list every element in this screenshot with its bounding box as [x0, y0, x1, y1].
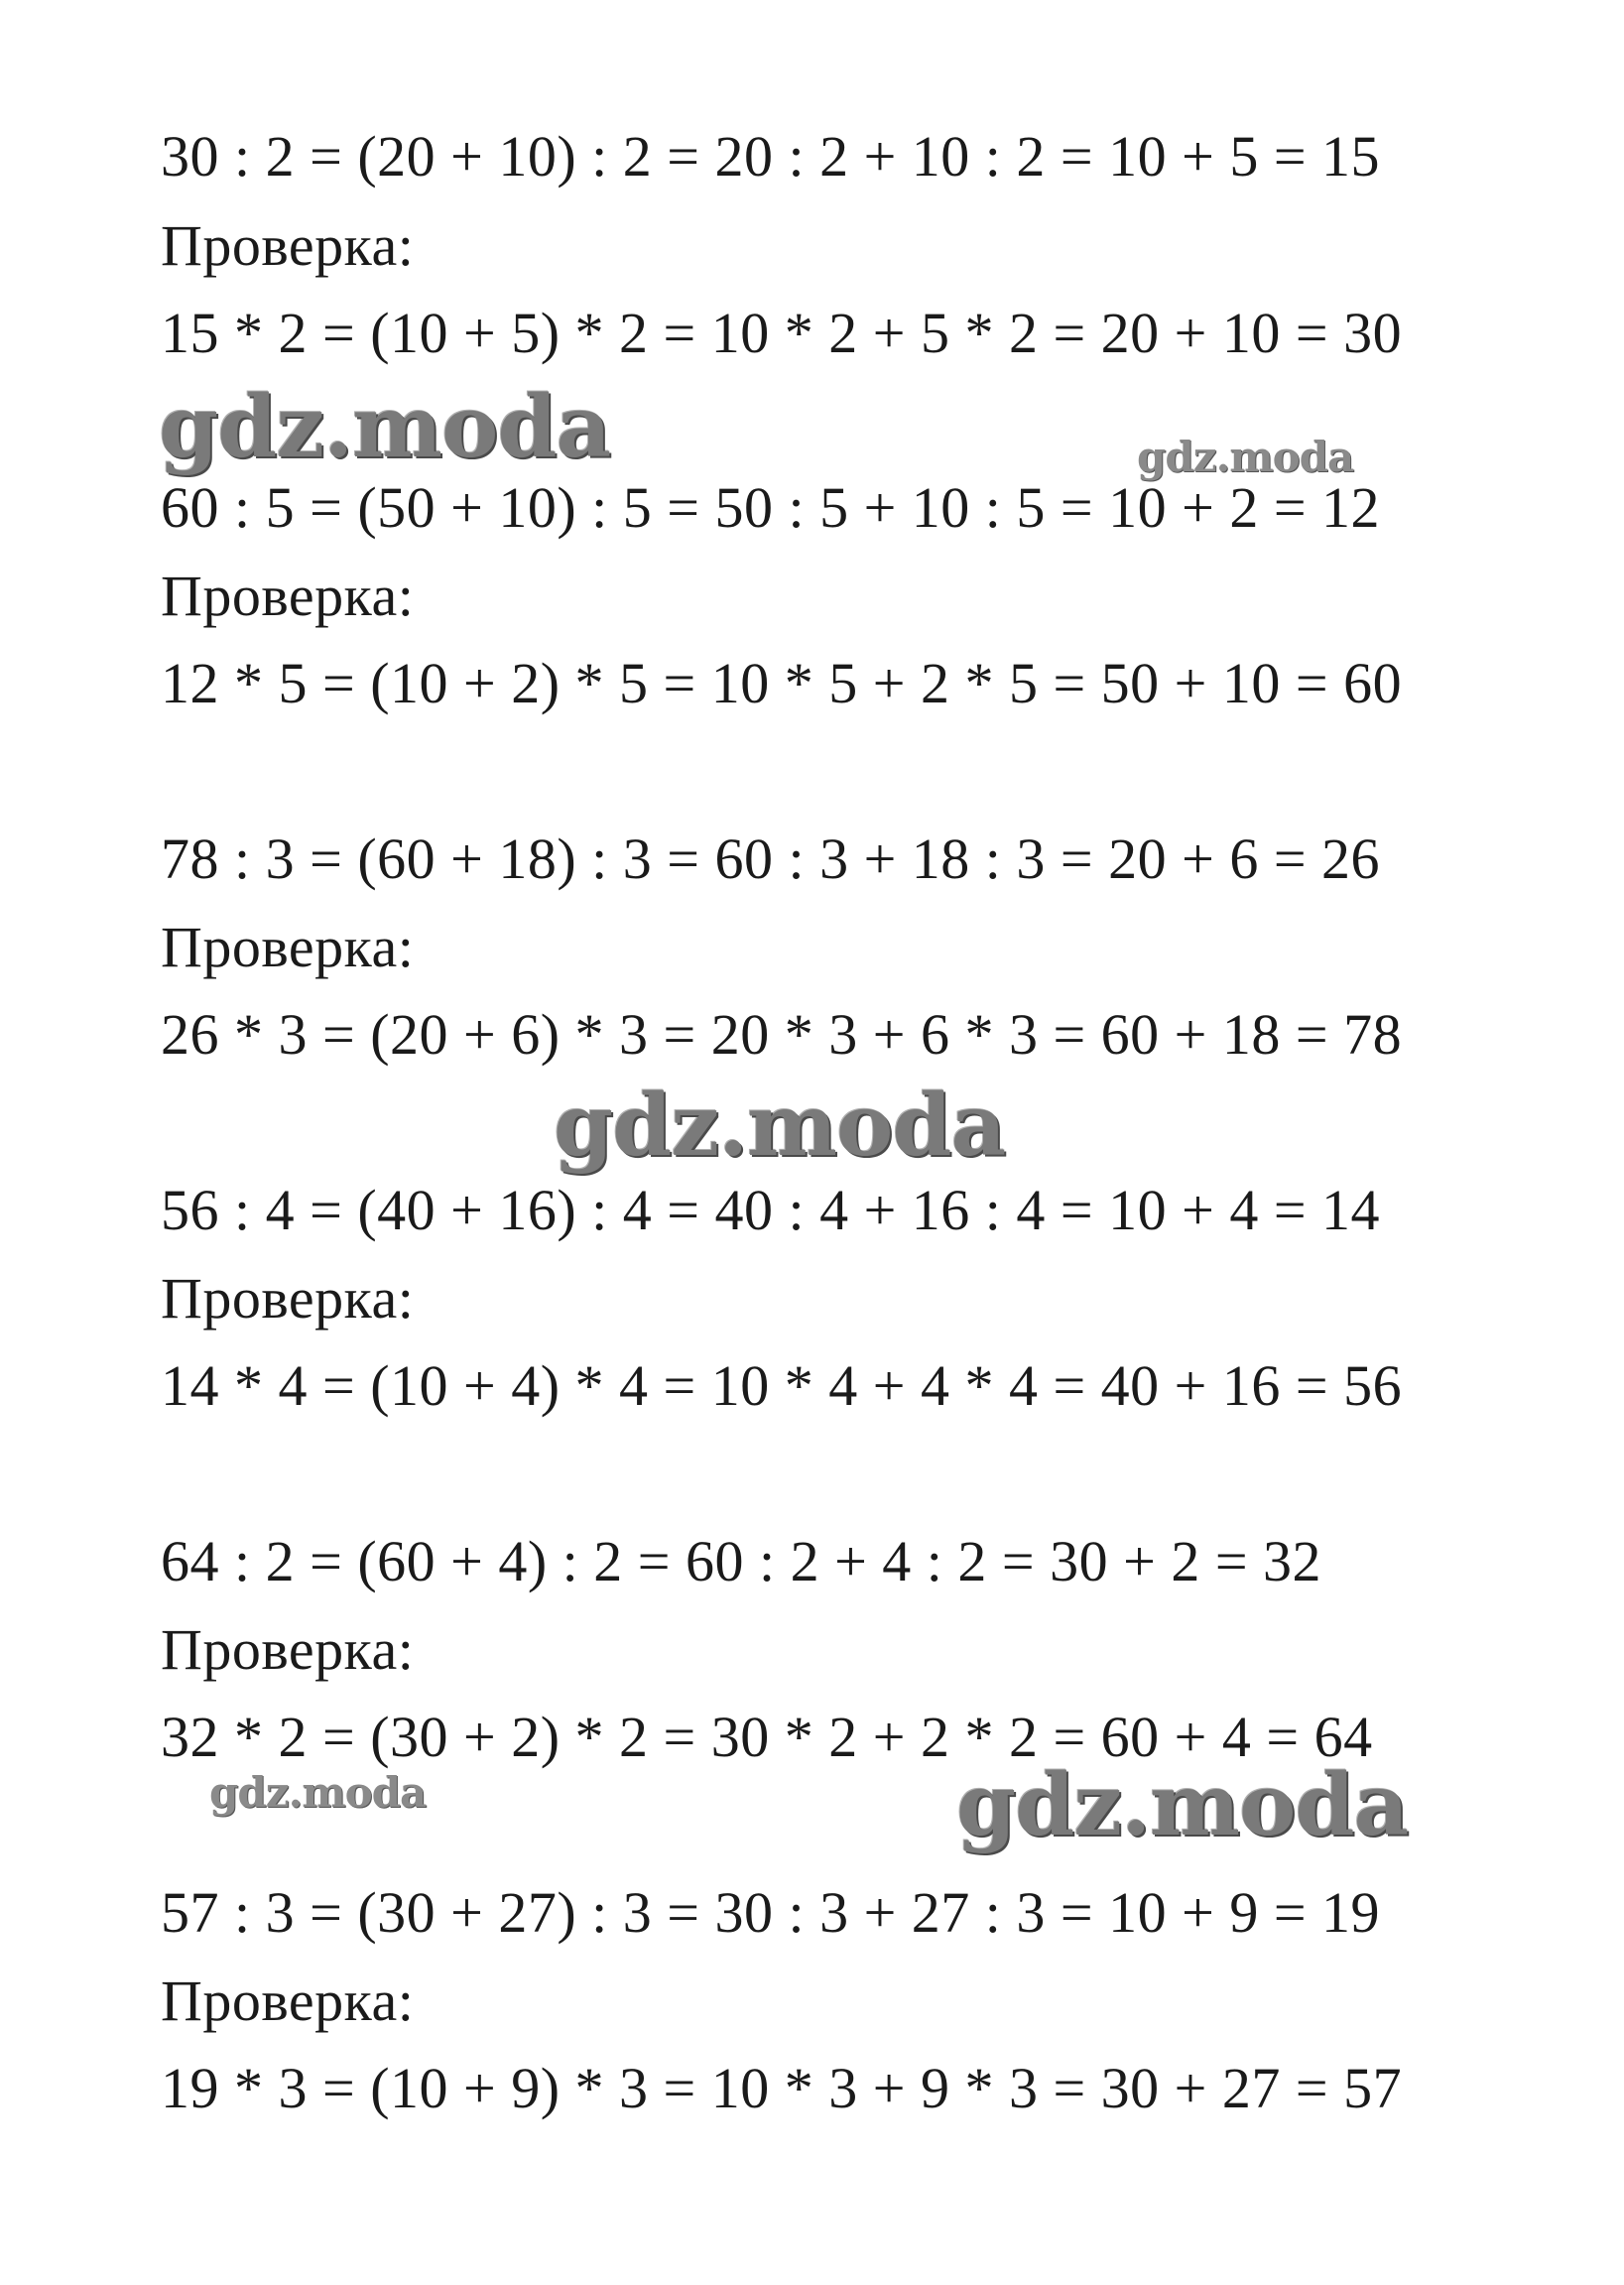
- check-label: Проверка:: [161, 564, 415, 628]
- equation-line: 30 : 2 = (20 + 10) : 2 = 20 : 2 + 10 : 2 = 10 + 5 = 15: [161, 124, 1381, 189]
- check-line: 26 * 3 = (20 + 6) * 3 = 20 * 3 + 6 * 3 = 60 + 18 = 78: [161, 1002, 1403, 1067]
- check-label: Проверка:: [161, 1266, 415, 1331]
- equation-line: 57 : 3 = (30 + 27) : 3 = 30 : 3 + 27 : 3 = 10 + 9 = 19: [161, 1880, 1381, 1945]
- watermark-logo: gdz.moda: [159, 377, 611, 477]
- watermark-logo: gdz.moda: [956, 1755, 1409, 1855]
- equation-line: 60 : 5 = (50 + 10) : 5 = 50 : 5 + 10 : 5 = 10 + 2 = 12: [161, 475, 1381, 540]
- equation-line: 64 : 2 = (60 + 4) : 2 = 60 : 2 + 4 : 2 = 30 + 2 = 32: [161, 1529, 1322, 1593]
- check-label: Проверка:: [161, 1968, 415, 2033]
- equation-line: 56 : 4 = (40 + 16) : 4 = 40 : 4 + 16 : 4 = 10 + 4 = 14: [161, 1178, 1381, 1242]
- check-label: Проверка:: [161, 915, 415, 979]
- check-line: 12 * 5 = (10 + 2) * 5 = 10 * 5 + 2 * 5 = 50 + 10 = 60: [161, 651, 1403, 715]
- check-line: 19 * 3 = (10 + 9) * 3 = 10 * 3 + 9 * 3 = 30 + 27 = 57: [161, 2056, 1403, 2120]
- check-line: 15 * 2 = (10 + 5) * 2 = 10 * 2 + 5 * 2 = 20 + 10 = 30: [161, 301, 1403, 365]
- watermark-logo: gdz.moda: [209, 1768, 427, 1817]
- watermark-logo: gdz.moda: [1137, 433, 1354, 481]
- check-line: 14 * 4 = (10 + 4) * 4 = 10 * 4 + 4 * 4 = 40 + 16 = 56: [161, 1353, 1403, 1418]
- check-label: Проверка:: [161, 1617, 415, 1682]
- check-label: Проверка:: [161, 213, 415, 278]
- equation-line: 78 : 3 = (60 + 18) : 3 = 60 : 3 + 18 : 3 = 20 + 6 = 26: [161, 826, 1381, 891]
- watermark-logo: gdz.moda: [554, 1076, 1006, 1176]
- check-line: 32 * 2 = (30 + 2) * 2 = 30 * 2 + 2 * 2 = 60 + 4 = 64: [161, 1705, 1373, 1769]
